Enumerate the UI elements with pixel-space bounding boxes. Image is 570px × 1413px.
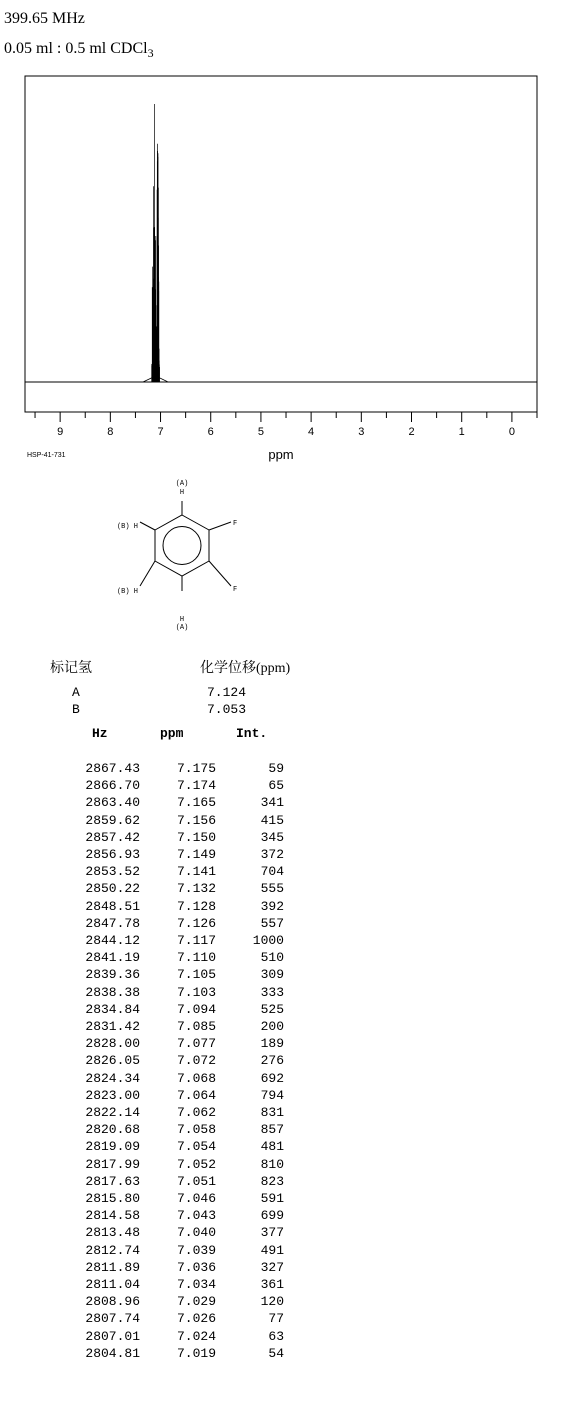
cell-hz: 2826.05 <box>85 1053 140 1069</box>
cell-ppm: 7.103 <box>176 984 216 1000</box>
cell-int: 525 <box>260 1001 284 1017</box>
cell-hz: 2848.51 <box>85 898 140 914</box>
table-row <box>0 1088 570 1105</box>
table-row <box>0 847 570 864</box>
cell-hz: 2856.93 <box>85 847 140 862</box>
cell-int: 276 <box>260 1053 284 1069</box>
cell-int: 333 <box>260 984 284 1000</box>
atom-f-upper: F <box>233 520 238 528</box>
table-row <box>0 1311 570 1328</box>
table-row <box>0 1002 570 1019</box>
peak-group <box>143 104 168 382</box>
cell-ppm: 7.040 <box>176 1225 216 1241</box>
table-row <box>0 1346 570 1363</box>
cell-ppm: 7.029 <box>176 1294 216 1310</box>
cell-hz: 2831.42 <box>85 1019 140 1034</box>
cell-ppm: 7.068 <box>176 1070 216 1086</box>
cell-ppm: 7.105 <box>176 967 216 983</box>
cell-int: 345 <box>260 829 284 845</box>
cell-ppm: 7.051 <box>176 1173 216 1189</box>
bond-f-upper <box>209 522 231 530</box>
cell-hz: 2834.84 <box>85 1001 140 1017</box>
table-row <box>0 1122 570 1139</box>
table-row <box>0 864 570 881</box>
cell-ppm: 7.052 <box>176 1156 216 1172</box>
table-row <box>0 916 570 933</box>
cell-int: 1000 <box>252 933 284 948</box>
x-axis-label: ppm <box>268 447 294 462</box>
table-row <box>0 1139 570 1156</box>
cell-hz: 2804.81 <box>85 1345 140 1361</box>
table-row <box>0 1243 570 1260</box>
table-row <box>0 881 570 898</box>
molecule-structure <box>90 476 260 641</box>
table-row <box>0 1260 570 1277</box>
shift-value: 7.053 <box>207 702 247 717</box>
cell-int: 810 <box>260 1156 284 1172</box>
bond-f-lower <box>209 561 231 586</box>
cell-ppm: 7.085 <box>176 1019 216 1034</box>
x-tick-label: 3 <box>358 426 365 438</box>
cell-int: 510 <box>260 950 284 966</box>
shift-label: B <box>72 702 80 717</box>
table-row <box>0 830 570 847</box>
cell-int: 857 <box>260 1122 284 1138</box>
x-tick-label: 1 <box>458 426 465 438</box>
cell-int: 831 <box>260 1105 284 1120</box>
cell-ppm: 7.149 <box>176 847 216 862</box>
cell-ppm: 7.077 <box>176 1036 216 1052</box>
catalog-id: HSP-41-731 <box>27 452 66 459</box>
table-row <box>0 761 570 778</box>
bond-h-lower-left <box>140 561 155 586</box>
cell-int: 372 <box>260 847 284 862</box>
cell-int: 699 <box>260 1208 284 1224</box>
cell-int: 555 <box>260 881 284 897</box>
cell-ppm: 7.174 <box>176 778 216 794</box>
cell-ppm: 7.024 <box>176 1328 216 1344</box>
header-int: Int. <box>236 726 268 741</box>
cell-hz: 2819.09 <box>85 1139 140 1155</box>
atom-h-bottom: H <box>179 616 185 624</box>
label-a-top: (A) <box>175 480 189 488</box>
plot-frame <box>25 76 537 412</box>
table-row <box>0 985 570 1002</box>
table-row <box>0 1157 570 1174</box>
cell-hz: 2828.00 <box>85 1036 140 1052</box>
cell-hz: 2820.68 <box>85 1122 140 1138</box>
cell-ppm: 7.043 <box>176 1208 216 1224</box>
table-row <box>0 1294 570 1311</box>
table-row <box>0 1019 570 1036</box>
cell-ppm: 7.062 <box>176 1105 216 1120</box>
cell-int: 65 <box>268 778 284 794</box>
shift-header-label: 标记氢 <box>50 661 92 676</box>
cell-ppm: 7.064 <box>176 1087 216 1103</box>
cell-int: 341 <box>260 795 284 811</box>
cell-ppm: 7.034 <box>176 1277 216 1292</box>
cell-ppm: 7.019 <box>176 1345 216 1361</box>
shift-value: 7.124 <box>207 685 247 700</box>
cell-ppm: 7.150 <box>176 829 216 845</box>
sample-text: 0.05 ml : 0.5 ml CDCl <box>4 40 148 57</box>
label-a-bottom: (A) <box>175 624 189 632</box>
cell-int: 361 <box>260 1277 284 1292</box>
x-tick-label: 0 <box>508 426 515 438</box>
cell-int: 692 <box>260 1070 284 1086</box>
cell-hz: 2844.12 <box>85 933 140 948</box>
bond-h-upper-left <box>140 522 155 530</box>
cell-hz: 2807.01 <box>85 1328 140 1344</box>
cell-int: 481 <box>260 1139 284 1155</box>
table-row <box>0 1174 570 1191</box>
table-row <box>0 1329 570 1346</box>
cell-ppm: 7.117 <box>176 933 216 948</box>
cell-hz: 2807.74 <box>85 1311 140 1327</box>
cell-hz: 2839.36 <box>85 967 140 983</box>
cell-hz: 2857.42 <box>85 829 140 845</box>
nmr-spectrum-chart <box>0 0 570 470</box>
x-tick-label: 4 <box>308 426 315 438</box>
cell-hz: 2847.78 <box>85 915 140 931</box>
x-tick-label: 9 <box>57 426 64 438</box>
cell-hz: 2812.74 <box>85 1242 140 1258</box>
x-tick-label: 6 <box>207 426 214 438</box>
table-row <box>0 1071 570 1088</box>
cell-ppm: 7.141 <box>176 864 216 880</box>
cell-hz: 2838.38 <box>85 984 140 1000</box>
cell-ppm: 7.126 <box>176 915 216 931</box>
table-row <box>0 933 570 950</box>
table-row <box>0 1053 570 1070</box>
cell-ppm: 7.058 <box>176 1122 216 1138</box>
header-ppm: ppm <box>160 726 184 741</box>
cell-ppm: 7.156 <box>176 812 216 828</box>
table-row <box>0 813 570 830</box>
cell-int: 377 <box>260 1225 284 1241</box>
cell-hz: 2823.00 <box>85 1087 140 1103</box>
cell-ppm: 7.046 <box>176 1191 216 1206</box>
cell-int: 59 <box>268 761 284 776</box>
cell-int: 823 <box>260 1173 284 1189</box>
cell-int: 200 <box>260 1019 284 1034</box>
cell-int: 54 <box>268 1345 284 1361</box>
cell-ppm: 7.110 <box>176 950 216 966</box>
atom-f-lower: F <box>233 586 238 594</box>
cell-int: 327 <box>260 1259 284 1275</box>
cell-hz: 2859.62 <box>85 812 140 828</box>
cell-ppm: 7.036 <box>176 1259 216 1275</box>
table-row <box>0 1277 570 1294</box>
cell-hz: 2867.43 <box>85 761 140 776</box>
x-tick-label: 2 <box>408 426 415 438</box>
shift-header-ppm: 化学位移(ppm) <box>200 661 291 676</box>
label-b-lower: (B) H <box>116 588 138 596</box>
cell-ppm: 7.054 <box>176 1139 216 1155</box>
cell-int: 557 <box>260 915 284 931</box>
table-row <box>0 950 570 967</box>
cell-hz: 2822.14 <box>85 1105 140 1120</box>
cell-hz: 2817.99 <box>85 1156 140 1172</box>
cell-ppm: 7.072 <box>176 1053 216 1069</box>
cell-hz: 2853.52 <box>85 864 140 880</box>
sample-subscript: 3 <box>147 46 154 61</box>
cell-ppm: 7.026 <box>176 1311 216 1327</box>
cell-hz: 2811.04 <box>85 1277 140 1292</box>
cell-hz: 2824.34 <box>85 1070 140 1086</box>
cell-int: 491 <box>260 1242 284 1258</box>
label-b-upper: (B) H <box>116 523 138 531</box>
cell-ppm: 7.132 <box>176 881 216 897</box>
x-tick-label: 5 <box>257 426 264 438</box>
cell-hz: 2808.96 <box>85 1294 140 1310</box>
spectrometer-frequency: 399.65 MHz <box>4 10 85 27</box>
shift-label: A <box>72 685 80 700</box>
cell-int: 309 <box>260 967 284 983</box>
cell-int: 794 <box>260 1087 284 1103</box>
table-row <box>0 1225 570 1242</box>
cell-int: 591 <box>260 1191 284 1206</box>
cell-hz: 2863.40 <box>85 795 140 811</box>
x-tick-label: 7 <box>157 426 164 438</box>
cell-int: 77 <box>268 1311 284 1327</box>
cell-ppm: 7.039 <box>176 1242 216 1258</box>
cell-int: 120 <box>260 1294 284 1310</box>
cell-hz: 2814.58 <box>85 1208 140 1224</box>
cell-hz: 2850.22 <box>85 881 140 897</box>
table-row <box>0 967 570 984</box>
cell-hz: 2815.80 <box>85 1191 140 1206</box>
atom-h-top: H <box>179 489 185 497</box>
table-row <box>0 1105 570 1122</box>
x-axis-ticks <box>35 412 537 438</box>
header-hz: Hz <box>92 726 108 741</box>
table-row <box>0 1036 570 1053</box>
cell-hz: 2841.19 <box>85 950 140 966</box>
cell-int: 392 <box>260 898 284 914</box>
table-row <box>0 1208 570 1225</box>
aromatic-circle <box>163 527 201 565</box>
x-tick-label: 8 <box>107 426 114 438</box>
cell-hz: 2811.89 <box>85 1259 140 1275</box>
cell-int: 704 <box>260 864 284 880</box>
cell-int: 189 <box>260 1036 284 1052</box>
cell-hz: 2866.70 <box>85 778 140 794</box>
table-row <box>0 1191 570 1208</box>
cell-ppm: 7.094 <box>176 1001 216 1017</box>
cell-ppm: 7.175 <box>176 761 216 776</box>
cell-ppm: 7.128 <box>176 898 216 914</box>
cell-ppm: 7.165 <box>176 795 216 811</box>
cell-hz: 2813.48 <box>85 1225 140 1241</box>
table-row <box>0 795 570 812</box>
table-row <box>0 899 570 916</box>
table-row <box>0 778 570 795</box>
cell-int: 63 <box>268 1328 284 1344</box>
cell-hz: 2817.63 <box>85 1173 140 1189</box>
cell-int: 415 <box>260 812 284 828</box>
